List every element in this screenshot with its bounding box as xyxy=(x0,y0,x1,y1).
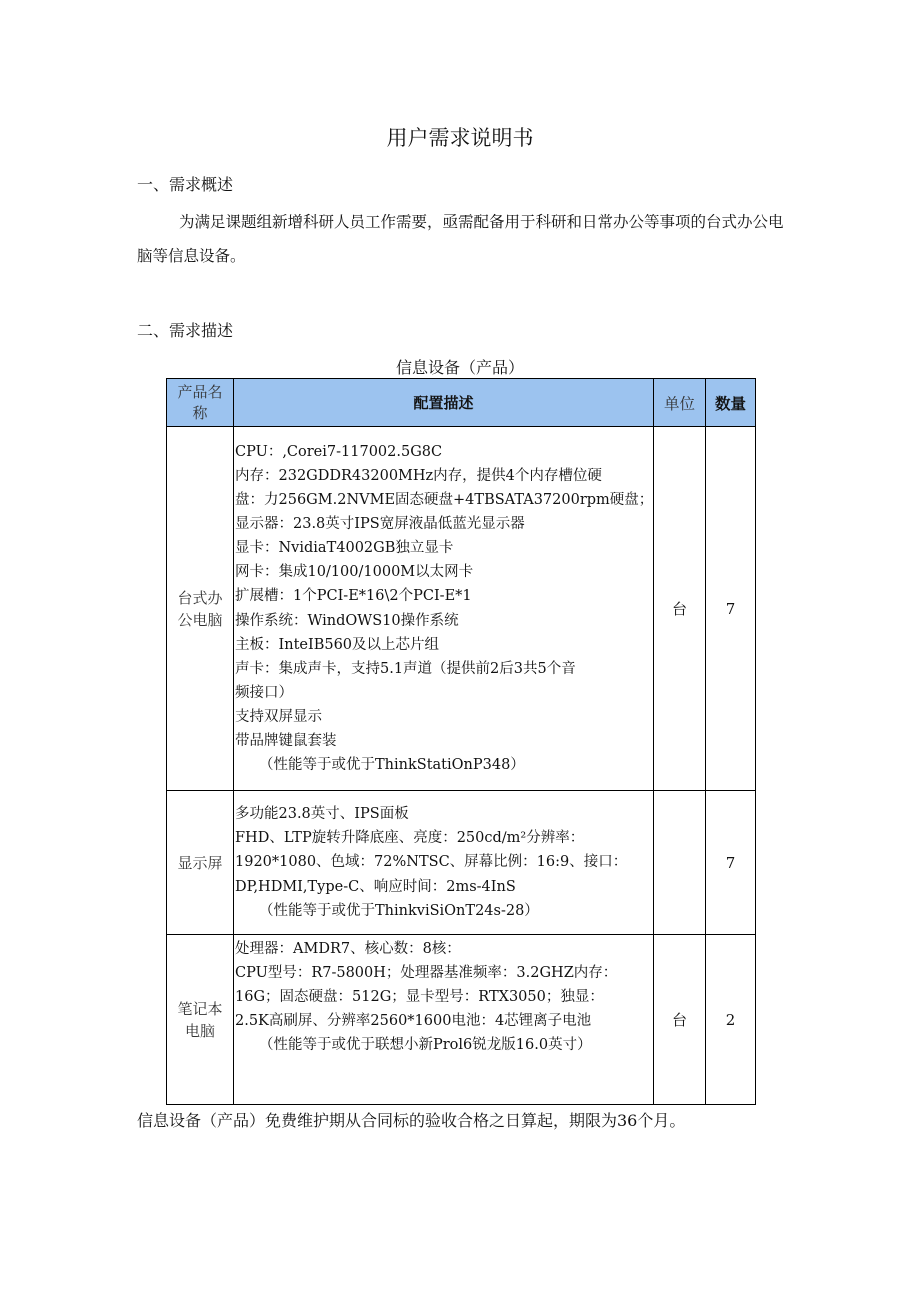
table-caption: 信息设备（产品） xyxy=(395,358,524,377)
config-line: 多功能23.8英寸、IPS面板 xyxy=(235,806,409,823)
config-line: 网卡：集成10/100/1000M以太网卡 xyxy=(235,564,474,581)
config-line: FHD、LTP旋转升降底座、亮度：250cd∕m²分辨率： xyxy=(235,830,585,847)
maintenance-note: 信息设备（产品）免费维护期从合同标的验收合格之日算起，期限为36个月。 xyxy=(137,1111,686,1130)
config-cell xyxy=(234,427,654,791)
config-line: 盘：力256GM.2NVME固态硬盘+4TBSATA37200rpm硬盘； xyxy=(235,492,654,509)
product-name-cell xyxy=(167,935,234,1105)
unit-cell: 台 xyxy=(654,935,706,1105)
qty-cell: 7 xyxy=(706,791,756,935)
config-line: DP,HDMI,Type-C、响应时间：2ms-4InS xyxy=(235,878,516,895)
table-row xyxy=(167,427,756,791)
config-line: 频接口） xyxy=(235,684,293,701)
config-line: CPU：,Corei7-117002.5G8C xyxy=(235,443,443,460)
header-config: 配置描述 xyxy=(234,379,654,427)
product-name-cell xyxy=(167,427,234,791)
product-name-line2: 电脑 xyxy=(184,1021,215,1040)
product-name-line2: 公电脑 xyxy=(177,610,223,629)
header-qty: 数量 xyxy=(706,379,756,427)
section-heading-description: 二、需求描述 xyxy=(137,321,234,340)
equipment-table xyxy=(166,378,756,1105)
qty-cell: 7 xyxy=(706,427,756,791)
config-line: 主板：InteIB560及以上芯片组 xyxy=(235,636,440,653)
config-line: 内存：232GDDR43200MHz内存，提供4个内存槽位硬 xyxy=(235,467,602,484)
config-line: 1920*1080、色域：72%NTSC、屏幕比例：16:9、接口： xyxy=(235,854,628,871)
table-header-row xyxy=(167,379,756,427)
config-note: （性能等于或优于ThinkviSiOnT24s-28） xyxy=(259,902,539,919)
config-cell xyxy=(234,935,654,1105)
config-line: 操作系统：WindOWS10操作系统 xyxy=(235,612,459,629)
header-product-name-line2: 称 xyxy=(192,403,208,422)
config-cell xyxy=(234,791,654,935)
config-note: （性能等于或优于联想小新Prol6锐龙版16.0英寸） xyxy=(259,1037,592,1054)
table-row xyxy=(167,791,756,935)
header-product-name-line1: 产品名 xyxy=(177,382,223,401)
product-name-line1: 笔记本 xyxy=(177,999,223,1018)
config-line: 处理器：AMDR7、核心数：8核： xyxy=(235,941,461,957)
config-line: CPU型号：R7-5800H；处理器基准频率：3.2GHZ内存： xyxy=(235,965,618,982)
header-product-name xyxy=(167,379,234,427)
table-row xyxy=(167,935,756,1105)
product-name-line1: 显示屏 xyxy=(177,853,223,872)
product-name-line1: 台式办 xyxy=(177,588,223,607)
config-line: 扩展槽：1个PCI-E*16\2个PCI-E*1 xyxy=(235,588,472,605)
config-note: （性能等于或优于ThinkStatiOnP348） xyxy=(259,757,525,774)
header-unit: 单位 xyxy=(654,379,706,427)
config-line: 16G；固态硬盘：512G；显卡型号：RTX3050；独显： xyxy=(235,989,604,1006)
config-line: 显卡：NvidiaT4002GB独立显卡 xyxy=(235,540,454,557)
section-heading-overview: 一、需求概述 xyxy=(137,175,234,194)
overview-paragraph: 为满足课题组新增科研人员工作需要，亟需配备用于科研和日常办公等事项的台式办公电脑等信息设备。 xyxy=(137,213,784,265)
config-line: 显示器：23.8英寸IPS宽屏液晶低蓝光显示器 xyxy=(235,516,525,533)
config-line: 支持双屏显示 xyxy=(235,708,322,725)
product-name-cell xyxy=(167,791,234,935)
page-title: 用户需求说明书 xyxy=(386,126,534,150)
qty-cell: 2 xyxy=(706,935,756,1105)
unit-cell: 台 xyxy=(654,427,706,791)
config-line: 2.5K高刷屏、分辨率2560*1600电池：4芯锂离子电池 xyxy=(235,1013,592,1030)
config-line: 声卡：集成声卡，支持5.1声道（提供前2后3共5个音 xyxy=(235,660,576,677)
config-line: 带品牌键鼠套装 xyxy=(235,732,337,749)
unit-cell xyxy=(654,791,706,935)
